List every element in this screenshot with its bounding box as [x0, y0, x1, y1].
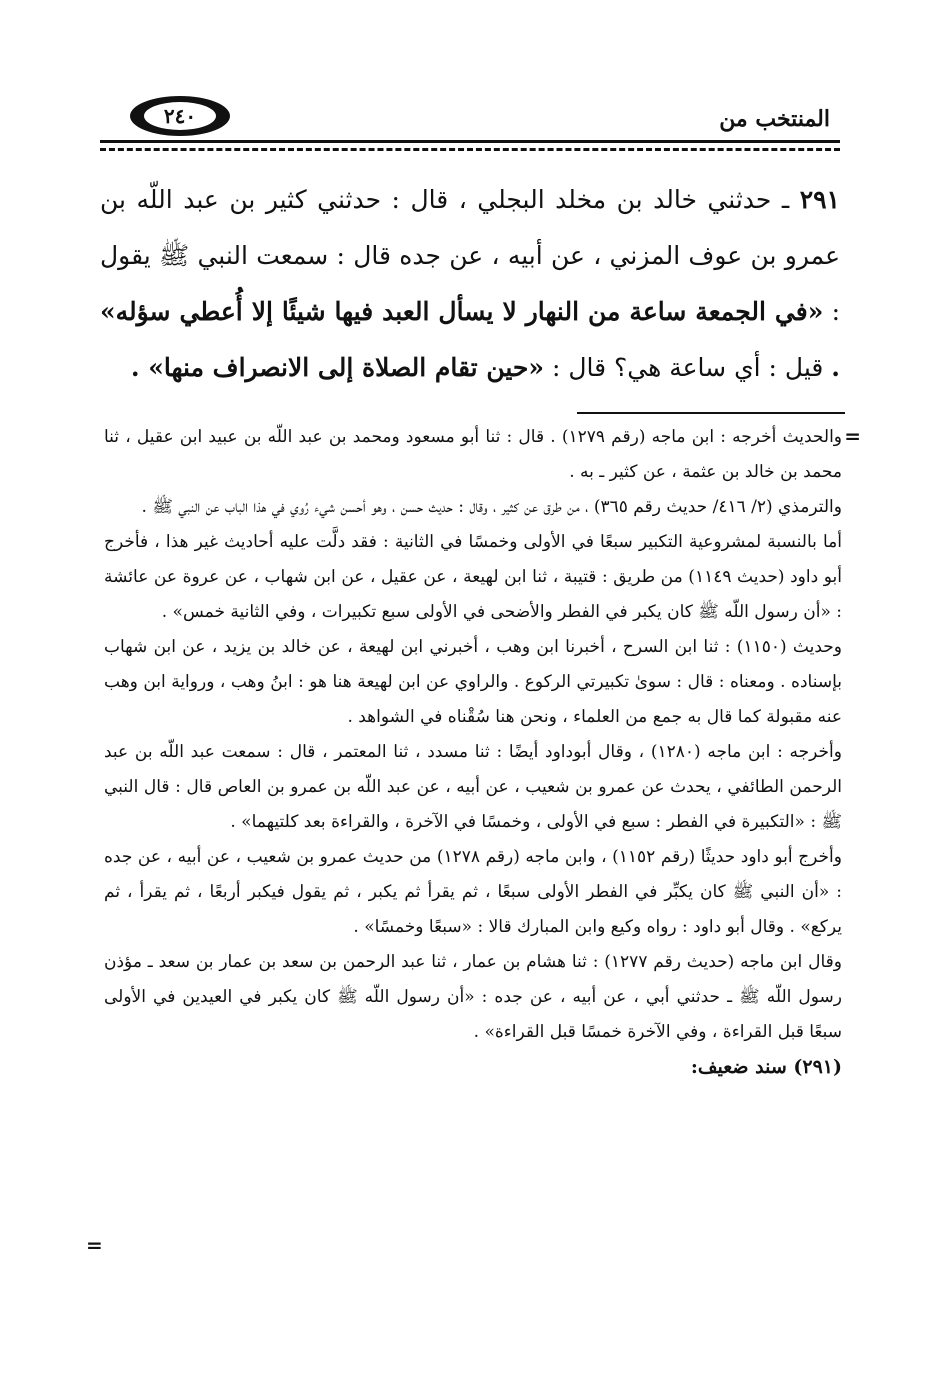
footnote-paragraph: والترمذي (٢/ ٤١٦/ حديث رقم ٣٦٥) ، من طرق عن كثير ، وقال : حديث حسن ، وهو أحسن شيء رُوي في هذا الباب عن النبي ﷺ . — [141, 497, 842, 517]
footnote-paragraph: وقال ابن ماجه (حديث رقم ١٢٧٧) : ثنا هشام بن عمار ، ثنا عبد الرحمن بن سعد بن عمار بن سعد ـ مؤذن رسول اللّه ﷺ ـ حدثني أبي ، عن أبيه ، عن جده : «أن رسول اللّه ﷺ كان يكبر في العيدين في الأولى سبعًا قبل القراءة ، وفي الآخرة خمسًا قبل القراءة» . — [104, 952, 842, 1042]
main-text — [100, 172, 840, 396]
continuation-mark-top: = — [844, 424, 861, 448]
footnote-paragraph: وأخرج أبو داود حديثًا (رقم ١١٥٢) ، وابن ماجه (رقم ١٢٧٨) من حديث عمرو بن شعيب ، عن أبيه ، عن جده : «أن النبي ﷺ كان يكبِّر في الفطر الأولى سبعًا ، ثم يقرأ ثم يكبر ، ثم يقول فيكبر أربعًا ، ثم يقرأ ، ثم يركع» . وقال أبو داود : رواه وكيع وابن المبارك قالا : «سبعًا وخمسًا» . — [104, 847, 842, 937]
footnote-paragraph: وأخرجه : ابن ماجه (١٢٨٠) ، وقال أبوداود أيضًا : ثنا مسدد ، ثنا المعتمر ، قال : سمعت عبد اللّه بن عبد الرحمن الطائفي ، يحدث عن عمرو بن شعيب ، عن أبيه ، عن عبد اللّه بن عمرو بن العاص قال : قال النبي ﷺ : «التكبيرة في الفطر : سبع في الأولى ، وخمسًا في الآخرة ، والقراءة بعد كلتيهما» . — [104, 742, 842, 832]
hadith-answer: «حين تقام الصلاة إلى الانصراف منها» . — [130, 353, 544, 382]
footnotes — [104, 420, 842, 1085]
page-number-badge — [130, 96, 230, 136]
hadith-matn: «في الجمعة ساعة من النهار لا يسأل العبد فيها شيئًا إلا أُعطي سؤله» . — [100, 297, 840, 382]
header-rule — [100, 140, 840, 143]
hadith-isnad: ـ حدثني خالد بن مخلد البجلي ، قال : حدثني كثير بن عبد اللّه بن عمرو بن عوف المزني ، عن أبيه ، عن جده قال : سمعت النبي ﷺ يقول : — [100, 185, 840, 326]
header-dashed-rule — [100, 148, 840, 151]
hadith-number: ٢٩١ — [799, 185, 840, 214]
footnote-paragraph: والحديث أخرجه : ابن ماجه (رقم ١٢٧٩) . قال : ثنا أبو مسعود ومحمد بن عبد اللّه بن عبيد ابن عقيل ، ثنا محمد بن خالد بن عثمة ، عن كثير ـ به . — [104, 427, 842, 482]
hadith-question: قيل : أي ساعة هي؟ قال : — [551, 353, 824, 382]
running-title: المنتخب من — [719, 106, 830, 132]
hadith-paragraph — [100, 172, 840, 396]
continuation-mark-bottom: = — [86, 1233, 103, 1257]
page-header — [100, 90, 840, 140]
footnote-paragraph: وحديث (١١٥٠) : ثنا ابن السرح ، أخبرنا ابن وهب ، أخبرني ابن لهيعة ، عن خالد بن يزيد ، عن ابن شهاب بإسناده . ومعناه : قال : سوىٰ تكبيرتي الركوع . والراوي عن ابن لهيعة هنا هو : ابنُ وهب ، ورواية ابن وهب عنه مقبولة كما قال به جمع من العلماء ، ونحن هنا سُقْناه في الشواهد . — [104, 637, 842, 727]
footnote-divider — [577, 412, 845, 414]
footnote-paragraph: أما بالنسبة لمشروعية التكبير سبعًا في الأولى وخمسًا في الثانية : فقد دلَّت عليه أحاديث غير هذا ، فأخرج أبو داود (حديث ١١٤٩) من طريق : قتيبة ، ثنا ابن لهيعة ، عن عقيل ، عن ابن شهاب ، عن عروة عن عائشة : «أن رسول اللّه ﷺ كان يكبر في الفطر والأضحى في الأولى سبع تكبيرات ، وفي الثانية خمس» . — [104, 532, 842, 622]
page-number: ٢٤٠ — [144, 102, 216, 130]
chain-grade: (٢٩١) سند ضعيف: — [690, 1056, 842, 1078]
